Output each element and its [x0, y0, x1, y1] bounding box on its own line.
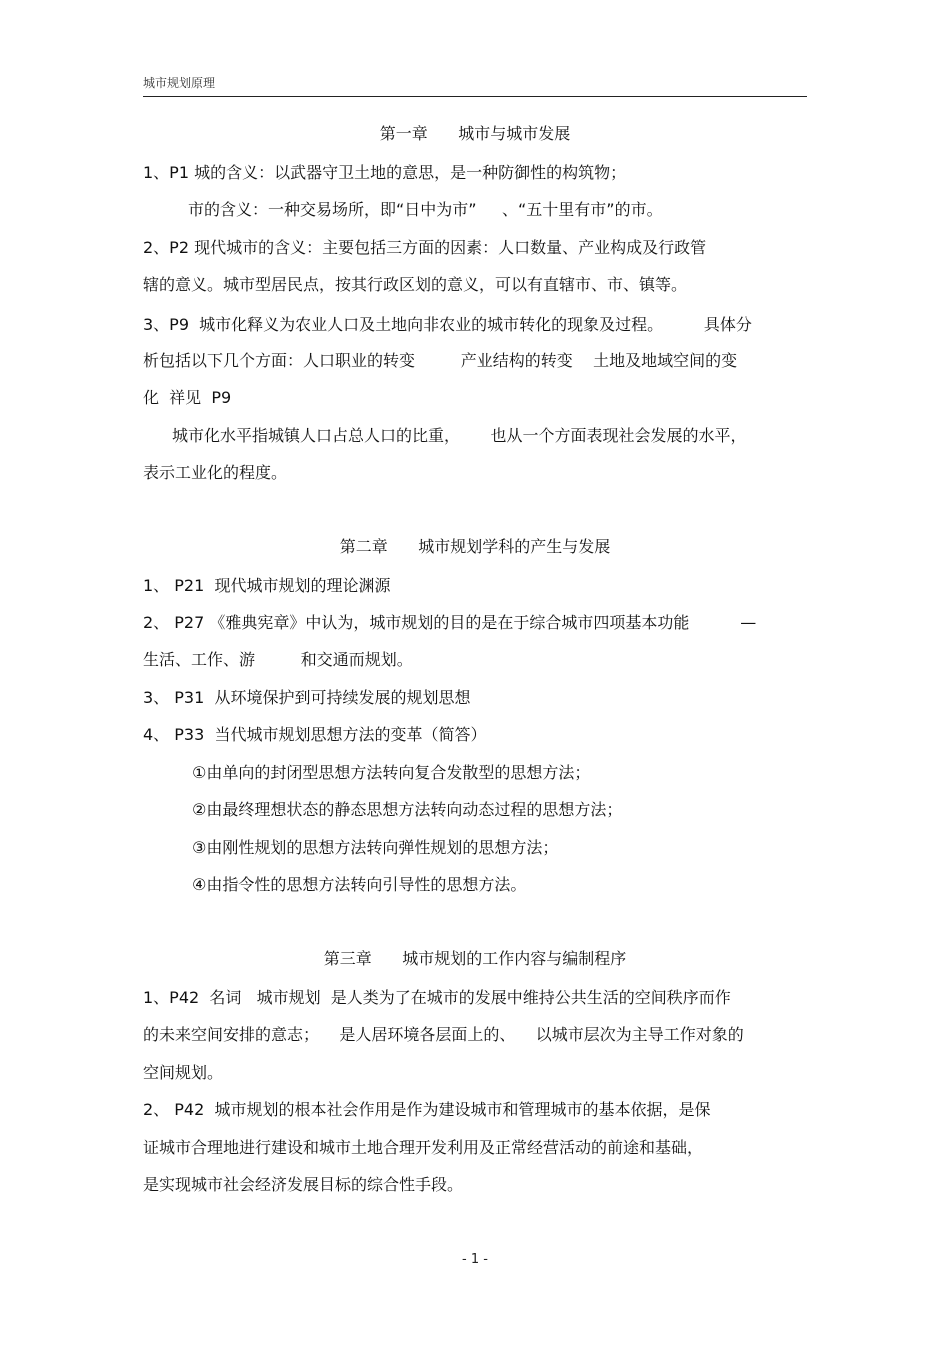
paragraph-line: 1、P42 名词 城市规划 是人类为了在城市的发展中维持公共生活的空间秩序而作 — [143, 988, 731, 1007]
paragraph-line: 辖的意义。城市型居民点，按其行政区划的意义，可以有直辖市、市、镇等。 — [143, 275, 688, 294]
paragraph-line: 空间规划。 — [143, 1063, 224, 1082]
chapter-1-title: 第一章 城市与城市发展 — [379, 124, 571, 143]
paragraph-line: 1、 P21 现代城市规划的理论渊源 — [143, 576, 391, 595]
paragraph-line: 证城市合理地进行建设和城市土地合理开发利用及正常经营活动的前途和基础， — [143, 1138, 704, 1157]
paragraph-line: 3、 P31 从环境保护到可持续发展的规划思想 — [143, 688, 471, 707]
paragraph-line: 2、 P42 城市规划的根本社会作用是作为建设城市和管理城市的基本依据，是保 — [143, 1100, 711, 1119]
page-number: - 1 - — [462, 1252, 488, 1267]
paragraph-line: 的未来空间安排的意志； 是人居环境各层面上的、 以城市层次为主导工作对象的 — [143, 1025, 744, 1044]
list-item: ①由单向的封闭型思想方法转向复合发散型的思想方法； — [192, 763, 591, 782]
paragraph-line: 化 祥见 P9 — [143, 388, 232, 407]
paragraph-line: 2、 P27 《雅典宪章》中认为，城市规划的目的是在于综合城市四项基本功能 — — [143, 613, 757, 632]
paragraph-line: 4、 P33 当代城市规划思想方法的变革（简答） — [143, 725, 487, 744]
chapter-2-title: 第二章 城市规划学科的产生与发展 — [339, 537, 611, 556]
paragraph-line: 2、P2 现代城市的含义：主要包括三方面的因素：人口数量、产业构成及行政管 — [143, 238, 707, 257]
running-header: 城市规划原理 — [143, 76, 216, 90]
paragraph-line: 城市化水平指城镇人口占总人口的比重， 也从一个方面表现社会发展的水平， — [172, 426, 747, 445]
paragraph-line: 析包括以下几个方面：人口职业的转变 产业结构的转变 土地及地域空间的变 — [143, 351, 738, 370]
paragraph-line: 生活、工作、游 和交通而规划。 — [143, 650, 413, 669]
paragraph-line: 1、P1 城的含义：以武器守卫土地的意思，是一种防御性的构筑物； — [143, 163, 627, 182]
list-item: ②由最终理想状态的静态思想方法转向动态过程的思想方法； — [192, 800, 623, 819]
list-item: ④由指令性的思想方法转向引导性的思想方法。 — [192, 875, 527, 894]
paragraph-line: 是实现城市社会经济发展目标的综合性手段。 — [143, 1175, 464, 1194]
paragraph-line: 表示工业化的程度。 — [143, 463, 288, 482]
chapter-3-title: 第三章 城市规划的工作内容与编制程序 — [323, 949, 627, 968]
paragraph-line: 市的含义：一种交易场所，即“日中为市” 、“五十里有市”的市。 — [188, 200, 663, 219]
list-item: ③由刚性规划的思想方法转向弹性规划的思想方法； — [192, 838, 559, 857]
paragraph-line: 3、P9 城市化释义为农业人口及土地向非农业的城市转化的现象及过程。 具体分 — [143, 315, 752, 334]
header-rule — [143, 96, 807, 97]
